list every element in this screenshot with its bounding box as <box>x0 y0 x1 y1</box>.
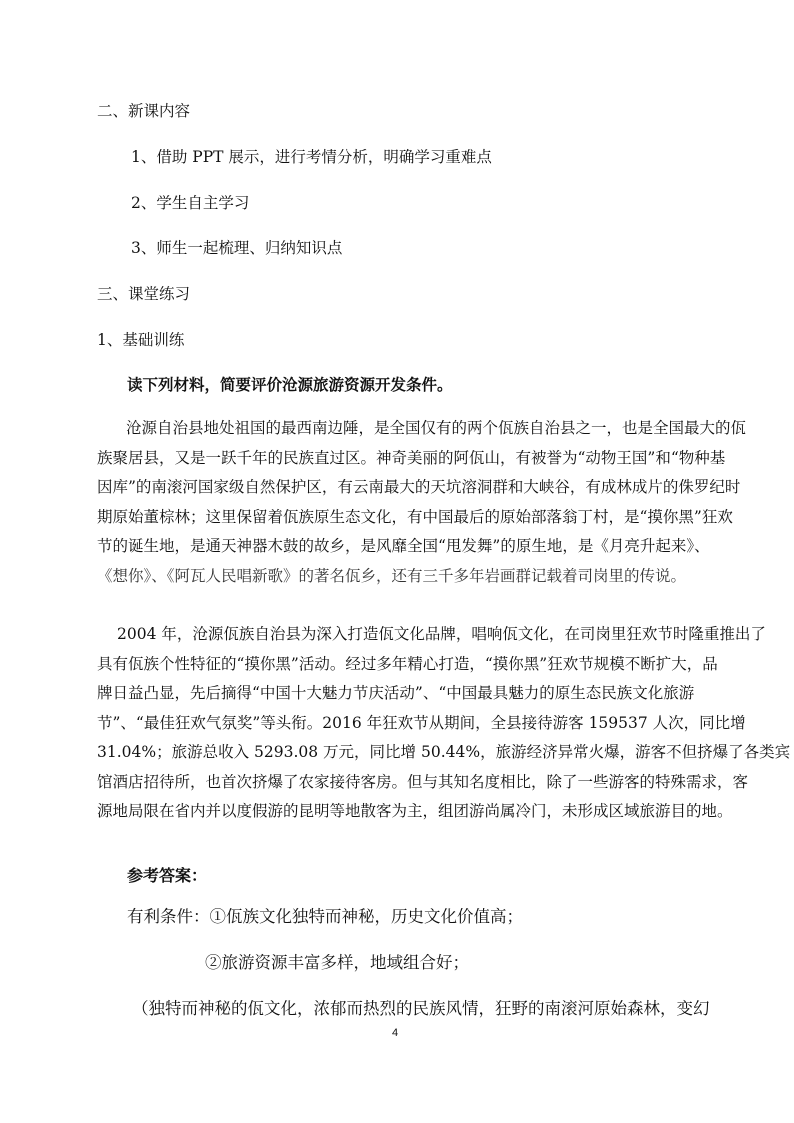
paragraph-line: 沧源自治县地处祖国的最西南边陲，是全国仅有的两个佤族自治县之一，也是全国最大的佤 <box>126 419 747 437</box>
answer-line-2: ②旅游资源丰富多样，地域组合好； <box>205 953 469 972</box>
section-heading-exercises: 三、课堂练习 <box>97 285 191 303</box>
paragraph-line: 牌日益凸显，先后摘得“中国十大魅力节庆活动”、“中国最具魅力的原生态民族文化旅游 <box>97 684 695 702</box>
material-paragraph-2 <box>97 620 791 827</box>
page-number: 4 <box>392 1027 399 1039</box>
paragraph-line: 具有佤族个性特征的“摸你黑”活动。经过多年精心打造，“摸你黑”狂欢节规模不断扩大，品 <box>97 654 718 673</box>
list-item-2: 2、学生自主学习 <box>131 194 250 212</box>
paragraph-line: 节的诞生地，是通天神器木鼓的故乡，是风靡全国“甩发舞”的原生地，是《月亮升起来》、 <box>97 537 710 555</box>
material-paragraph-1 <box>97 414 747 591</box>
list-item-3: 3、师生一起梳理、归纳知识点 <box>131 239 343 257</box>
list-item-1: 1、借助 PPT 展示，进行考情分析，明确学习重难点 <box>131 148 492 166</box>
paragraph-line: 族聚居县，又是一跃千年的民族直过区。神奇美丽的阿佤山，有被誉为“动物王国”和“物种基 <box>97 448 726 467</box>
exercise-instruction: 读下列材料，简要评价沧源旅游资源开发条件。 <box>127 375 453 394</box>
paragraph-line: 馆酒店招待所，也首次挤爆了农家接待客房。但与其知名度相比，除了一些游客的特殊需求，客 <box>97 772 749 791</box>
answer-heading: 参考答案： <box>127 866 208 885</box>
sub-heading-basic-training: 1、基础训练 <box>97 331 185 349</box>
paragraph-line: 节”、“最佳狂欢气氛奖”等头衔。2016 年狂欢节从期间，全县接待游客 159537 人次，同比增 <box>97 713 746 732</box>
paragraph-line: 《想你》、《阿瓦人民唱新歌》的著名佤乡，还有三千多年岩画群记载着司岗里的传说。 <box>97 566 687 585</box>
paragraph-line: 期原始董棕林；这里保留着佤族原生态文化，有中国最后的原始部落翁丁村，是“摸你黑”狂欢 <box>97 507 733 526</box>
paragraph-line: 因库”的南滚河国家级自然保护区，有云南最大的天坑溶洞群和大峡谷，有成林成片的侏罗纪时 <box>97 478 741 496</box>
paragraph-line: 2004 年，沧源佤族自治县为深入打造佤文化品牌，唱响佤文化，在司岗里狂欢节时隆重推出了 <box>117 625 766 643</box>
paragraph-line: 31.04%；旅游总收入 5293.08 万元，同比增 50.44%，旅游经济异常火爆，游客不但挤爆了各类宾 <box>97 743 791 761</box>
paragraph-line: 源地局限在省内并以度假游的昆明等地散客为主，组团游尚属冷门，未形成区域旅游目的地。 <box>97 802 733 820</box>
answer-line-1: 有利条件：①佤族文化独特而神秘，历史文化价值高； <box>127 907 523 926</box>
answer-line-3: （独特而神秘的佤文化，浓郁而热烈的民族风情，狂野的南滚河原始森林，变幻 <box>132 999 710 1018</box>
section-heading-new-lesson: 二、新课内容 <box>97 102 191 120</box>
